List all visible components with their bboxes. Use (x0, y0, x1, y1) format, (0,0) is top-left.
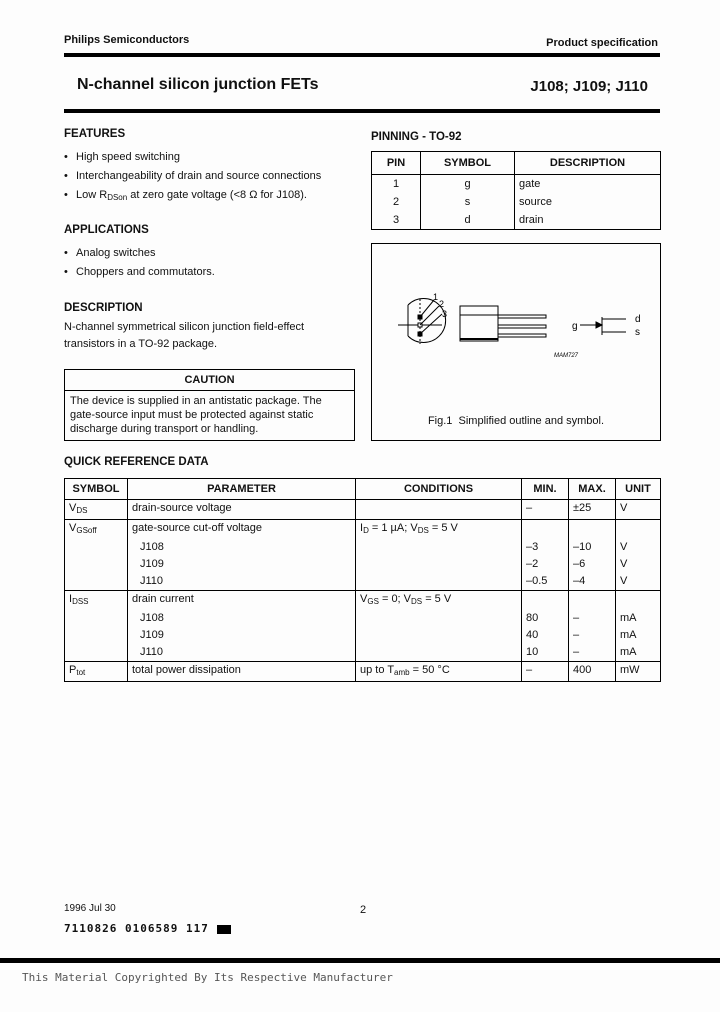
figure-code: MAM727 (554, 353, 579, 359)
min-value: –0.5 (522, 573, 569, 591)
subscript: DSS (72, 597, 89, 606)
col-pin: PIN (372, 152, 421, 175)
table-row (65, 556, 661, 573)
min-value: –2 (522, 556, 569, 573)
pin-description: source (515, 193, 661, 211)
barcode-block-icon (217, 925, 231, 934)
cond-text: = 0; V (378, 593, 412, 605)
pin-number: 1 (372, 175, 421, 194)
symbol-gate-label: g (572, 321, 578, 332)
symbol-cell (65, 556, 128, 573)
device: J110 (128, 573, 356, 591)
cond-text: = 5 V (428, 522, 458, 534)
parameter: gate-source cut-off voltage (128, 520, 356, 540)
symbol-cell (65, 539, 128, 556)
table-row (65, 591, 661, 611)
table-row (65, 662, 661, 682)
symbol-cell (65, 627, 128, 644)
conditions (356, 520, 522, 540)
conditions (356, 539, 522, 556)
pinning-heading: PINNING - TO-92 (371, 131, 462, 143)
max-value: –10 (569, 539, 616, 556)
copyright-notice: This Material Copyrighted By Its Respective Manufacturer (22, 971, 393, 984)
caution-box (64, 369, 355, 441)
feature-item (64, 186, 364, 207)
subscript: D (363, 526, 369, 535)
barcode-number: 7110826 0106589 117 (64, 922, 209, 935)
symbol-drain-label: d (635, 314, 641, 325)
company-name: Philips Semiconductors (64, 34, 190, 46)
max-value: –4 (569, 573, 616, 591)
application-item: • Choppers and commutators. (64, 263, 364, 282)
col-symbol: SYMBOL (421, 152, 515, 175)
table-row (65, 610, 661, 627)
part-numbers: J108; J109; J110 (530, 78, 648, 95)
quick-reference-table (64, 478, 661, 682)
quick-reference-heading: QUICK REFERENCE DATA (64, 456, 209, 468)
footer-date: 1996 Jul 30 (64, 903, 116, 914)
table-row (372, 193, 661, 211)
conditions (356, 644, 522, 662)
cond-text: up to T (360, 664, 395, 676)
pin-symbol: g (421, 175, 515, 194)
max-value: – (569, 627, 616, 644)
conditions (356, 662, 522, 682)
subscript: DS (417, 526, 429, 535)
max-value (569, 591, 616, 611)
max-value: – (569, 644, 616, 662)
pin-description: drain (515, 211, 661, 230)
table-row (372, 211, 661, 230)
parameter: drain current (128, 591, 356, 611)
figure-caption: Fig.1 Simplified outline and symbol. (427, 415, 605, 427)
symbol: I (69, 593, 73, 605)
conditions (356, 610, 522, 627)
device: J108 (128, 610, 356, 627)
cond-text: = 5 V (422, 593, 452, 605)
col-conditions: CONDITIONS (356, 479, 522, 500)
document-title: N-channel silicon junction FETs (77, 76, 319, 93)
col-max: MAX. (569, 479, 616, 500)
description-text: N-channel symmetrical silicon junction field-effect transistors in a TO-92 package. (64, 321, 305, 350)
pin-label-1: 1 (433, 292, 439, 302)
device: J109 (128, 556, 356, 573)
min-value: 10 (522, 644, 569, 662)
symbol: V (69, 502, 77, 514)
cond-text: = 1 µA; V (368, 522, 418, 534)
unit (616, 520, 661, 540)
pin-label-3: 3 (442, 309, 448, 319)
symbol-cell (65, 500, 128, 520)
subscript: GSoff (76, 526, 97, 535)
page-number: 2 (360, 904, 367, 916)
description-heading: DESCRIPTION (64, 302, 143, 314)
symbol: P (69, 664, 77, 676)
subscript: amb (394, 668, 410, 677)
subscript: DS (76, 506, 88, 515)
pin-number: 2 (372, 193, 421, 211)
device: J109 (128, 627, 356, 644)
cond-text: I (360, 522, 364, 534)
min-value: 40 (522, 627, 569, 644)
min-value: 80 (522, 610, 569, 627)
header-rule (64, 53, 660, 57)
symbol-cell (65, 644, 128, 662)
table-row (65, 539, 661, 556)
pin-number: 3 (372, 211, 421, 230)
applications-list (64, 244, 364, 282)
symbol-cell (65, 591, 128, 611)
feature-item: • Interchangeability of drain and source connections (64, 167, 364, 186)
subscript: GS (367, 597, 379, 606)
unit: mA (616, 627, 661, 644)
title-rule (64, 109, 660, 113)
table-row (65, 627, 661, 644)
table-row (65, 500, 661, 520)
min-value: – (522, 500, 569, 520)
applications-heading: APPLICATIONS (64, 224, 149, 236)
cond-text: = 50 °C (409, 664, 450, 676)
barcode-line (42, 922, 231, 936)
footer-rule (0, 958, 720, 963)
subscript: DS (411, 597, 423, 606)
features-heading: FEATURES (64, 128, 126, 140)
max-value (569, 520, 616, 540)
caution-heading: CAUTION (65, 370, 354, 391)
col-unit: UNIT (616, 479, 661, 500)
unit: mA (616, 610, 661, 627)
min-value: –3 (522, 539, 569, 556)
table-row (65, 520, 661, 540)
min-value (522, 591, 569, 611)
features-list (64, 148, 364, 207)
col-parameter: PARAMETER (128, 479, 356, 500)
max-value: –6 (569, 556, 616, 573)
pin-symbol: d (421, 211, 515, 230)
feature-text: Low R (76, 189, 108, 201)
parameter: total power dissipation (128, 662, 356, 682)
subscript: DSon (107, 193, 128, 202)
unit: V (616, 573, 661, 591)
application-item: • Analog switches (64, 244, 364, 263)
unit (616, 591, 661, 611)
unit: V (616, 500, 661, 520)
subscript: tot (76, 668, 86, 677)
min-value (522, 520, 569, 540)
col-symbol: SYMBOL (65, 479, 128, 500)
table-row (65, 644, 661, 662)
feature-item: • High speed switching (64, 148, 364, 167)
feature-text: at zero gate voltage (<8 Ω for J108). (127, 189, 307, 201)
package-outline-diagram (372, 244, 660, 394)
conditions (356, 500, 522, 520)
symbol-cell (65, 573, 128, 591)
table-row (372, 175, 661, 194)
col-description: DESCRIPTION (515, 152, 661, 175)
unit: mA (616, 644, 661, 662)
pin-description: gate (515, 175, 661, 194)
max-value: 400 (569, 662, 616, 682)
device: J108 (128, 539, 356, 556)
max-value: – (569, 610, 616, 627)
parameter: drain-source voltage (128, 500, 356, 520)
figure-box (371, 243, 661, 441)
conditions (356, 627, 522, 644)
unit: V (616, 556, 661, 573)
conditions (356, 573, 522, 591)
col-min: MIN. (522, 479, 569, 500)
symbol-source-label: s (635, 327, 640, 338)
min-value: – (522, 662, 569, 682)
device: J110 (128, 644, 356, 662)
table-row (65, 573, 661, 591)
symbol-cell (65, 520, 128, 540)
document-type: Product specification (546, 37, 658, 49)
conditions (356, 556, 522, 573)
pin-label-2: 2 (439, 299, 445, 309)
cond-text: V (360, 593, 368, 605)
caution-text: The device is supplied in an antistatic package. The gate-source input must be protected against static discharge during transport or handling. (70, 395, 322, 435)
max-value: ±25 (569, 500, 616, 520)
unit: V (616, 539, 661, 556)
unit: mW (616, 662, 661, 682)
pinning-table (371, 151, 661, 230)
symbol-cell (65, 662, 128, 682)
symbol-cell (65, 610, 128, 627)
pin-symbol: s (421, 193, 515, 211)
conditions (356, 591, 522, 611)
symbol: V (69, 522, 77, 534)
